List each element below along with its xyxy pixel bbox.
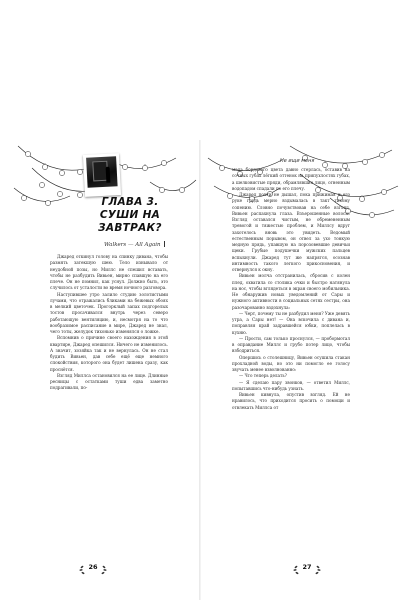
left-page-text xyxy=(50,254,168,392)
chapter-name: СУШИ НА ЗАВТРАК? xyxy=(98,209,162,234)
photo-figure xyxy=(106,167,111,183)
paragraph: Вивьен молча отстранилась, сбросив с колен плед, охватила со столика очки и быстро натянула на нос, чтобы вглядеться в экран своего мобильника. Не обнаружив новых уведомлений от Сары и нужного активности в социальных сетях сестры, она разочарованно вздохнула: xyxy=(232,273,350,310)
chapter-number: ГЛАВА 3. xyxy=(101,196,159,208)
page-number-left xyxy=(78,561,108,575)
page-number-right xyxy=(292,561,322,575)
paragraph: — Я сделаю пару звонков, — ответил Миллс, попытавшись что-нибудь узнать. xyxy=(232,379,350,391)
paragraph: Взгляд Миллса остановился на ее лице. Длинные ресницы с остатками туши едва заметно подрагивали, по- xyxy=(50,372,168,391)
chapter-photo xyxy=(83,153,121,197)
paragraph: Вивьен кивнула, опустив взгляд. Ей не нравилось, что приходится просить о помощи и отвлекать Миллса от xyxy=(232,392,350,410)
page-number-right-text: 27 xyxy=(302,563,312,571)
epigraph-text: Walkers — All Again xyxy=(104,242,161,248)
paragraph: Джаред откинул голову на спинку дивана, чтобы размять затекшую шею. Тело изнывало от неудобной позы, но Миллс не спешил вставать, чтобы не разбудить Вивьен, мирно спавшую на его плече. Он не помнил, как уснул. Должно быть, это случилось от усталости во время ночного разговора. xyxy=(50,254,168,291)
photo-image xyxy=(86,156,118,188)
paragraph: Джаред почти не дышал, пока прижимая к его руке грудь мерно вздымалась в такт тихому сопению. Словно почувствовав на себе взгляд, Вивьен распахнула глаза. Взъерошенные волосы. Взгляд оставался чистым, не обремененным тревогой и тяжестью проблем, и Миллсу вдруг захотелось вновь это увидеть. Ведомый естественным порывом, он отвел за ухо тонкую медную прядь, упавшую на порозовевшие девичьи щеки. Грубые подушечки мужских пальцев вспыхнули. Джаред тут же напрягся, осознав интимность такого легкого прикосновения, и отвернулся к окну. xyxy=(232,192,350,272)
paragraph: Наступившее утро залило студию золотистыми лучами, что отражались бликами на бежевых обоях в мелкий цветочек. Прогорклый запах подгорелых тостов просачивался внутрь через северо работающую вентиляцию, и, несмотря на то что вообразимое расписание в мире, Джаред не знал, чего тоты, желудок тихонько изменялся о ложке. xyxy=(50,291,168,334)
paragraph: — Что теперь делать? xyxy=(239,373,287,379)
chapter-epigraph xyxy=(104,241,165,248)
running-head: Не ищи меня xyxy=(280,158,315,164)
paragraph: Вспомнив о причине своего нахождения в этой квартире, Джаред опешился. Ничего не изменилось. А значит, хозяйка так и не вернулась. Он не стал будить Вивьен, дав себе ещё еще немного спокойствия, которого она будет лишена сразу, как проснётся. xyxy=(50,335,168,372)
chapter-title xyxy=(75,196,185,235)
paragraph: мада бордового цвета давно стерлась, оставив на сочных губах лёгкий оттенок на припухлостях губах, а шелковистые пряди, обрамлявшие лицо, огненным водопадом спадали по его плечу. xyxy=(232,167,350,191)
right-page-text xyxy=(232,167,350,411)
paragraph: — Прости, сам только проснулся, — пробормотал в оправдание Миллс и грубо потер лицо, чтобы взбодриться. xyxy=(232,335,350,354)
paragraph: — Черт, почему ты не разбудил меня? Уже девять утра, а Сары нет! — Она вскочила с диванa и, поправляя край задравшейся юбки, поплелась в кухню. xyxy=(232,310,350,335)
page-number-left-text: 26 xyxy=(88,563,98,571)
epigraph-bar xyxy=(164,241,165,247)
paragraph: Опершись о столешницу, Вивьен осушила стакан прохладной воды, но это ни помогло ее голосу звучать менее взволнованно: xyxy=(232,354,350,372)
